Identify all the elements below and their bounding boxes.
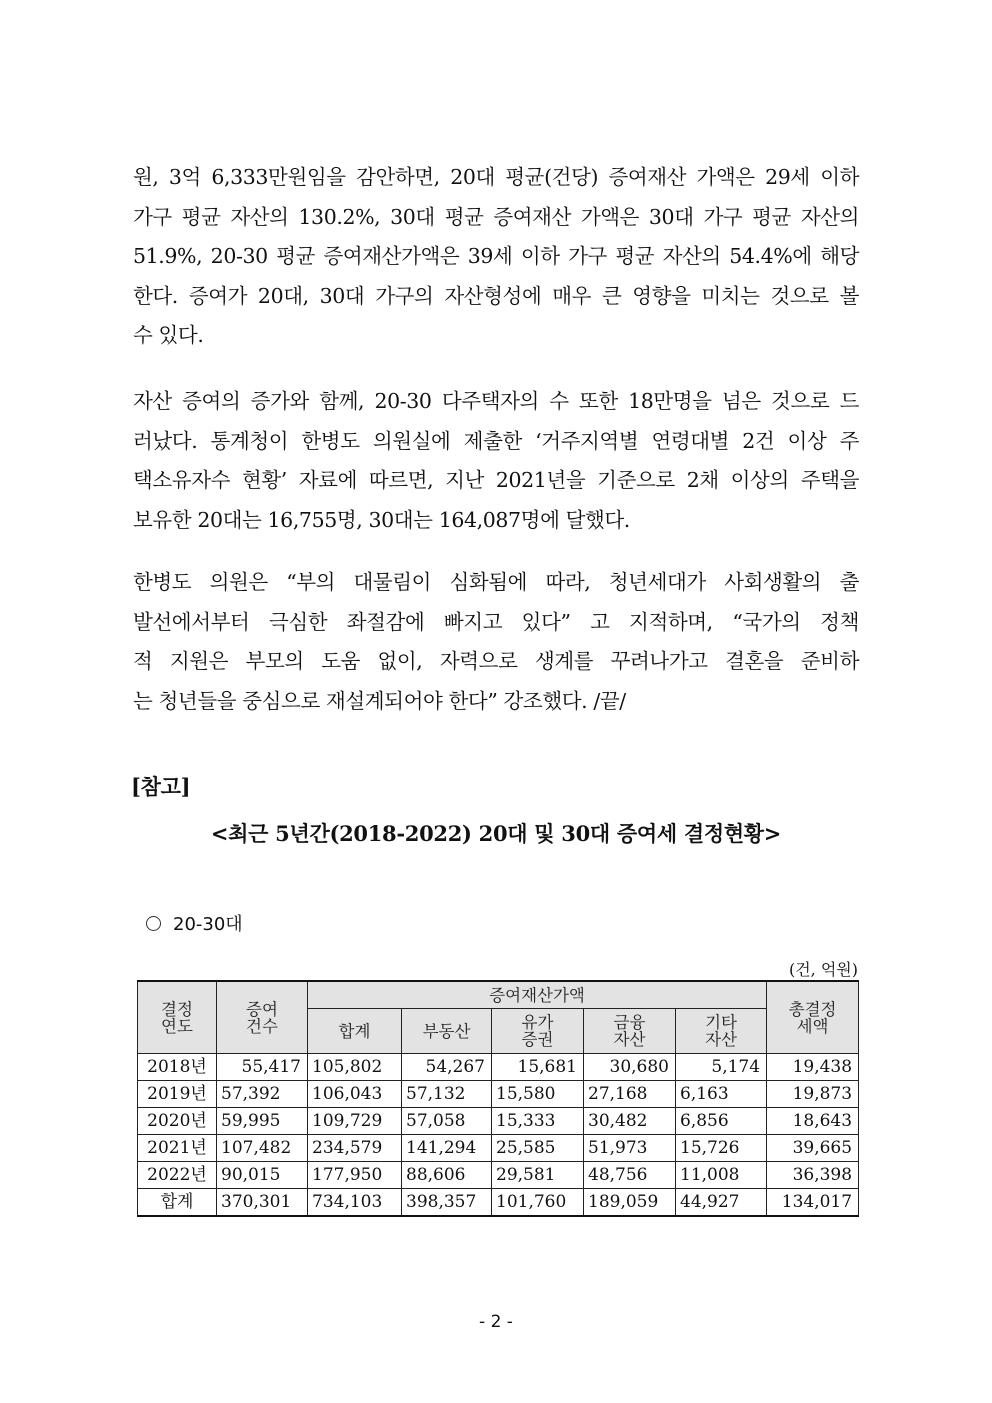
page-number: - 2 - (479, 1312, 513, 1332)
table-row (138, 1189, 859, 1217)
table-cell: 29,581 (492, 1162, 584, 1189)
paragraph-1 (133, 158, 859, 356)
table-cell: 48,756 (584, 1162, 676, 1189)
paragraph-line: 러났다. 통계청이 한병도 의원실에 제출한 ‘거주지역별 연령대별 2건 이상 주 (133, 428, 859, 453)
header-year: 결정 연도 (138, 981, 217, 1054)
table-cell: 15,726 (676, 1135, 767, 1162)
table-cell: 19,873 (767, 1081, 859, 1108)
paragraph-line: 택소유자수 현황’ 자료에 따르면, 지난 2021년을 기준으로 2채 이상의 주택을 (133, 468, 859, 492)
table-cell: 734,103 (308, 1189, 402, 1217)
table-cell: 177,950 (308, 1162, 402, 1189)
table-cell: 19,438 (767, 1054, 859, 1081)
table-cell: 57,058 (402, 1108, 492, 1135)
paragraph-line: 수 있다. (133, 323, 204, 347)
table-cell: 189,059 (584, 1189, 676, 1217)
table-cell: 15,333 (492, 1108, 584, 1135)
paragraph-line: 보유한 20대는 16,755명, 30대는 164,087명에 달했다. (133, 507, 630, 532)
row-year-cell: 2019년 (138, 1081, 217, 1108)
table-cell: 6,856 (676, 1108, 767, 1135)
paragraph-line: 는 청년들을 중심으로 재설계되어야 한다” 강조했다. /끝/ (133, 688, 626, 713)
table-body (138, 1054, 859, 1217)
table-cell: 18,643 (767, 1108, 859, 1135)
row-year-cell: 합계 (138, 1189, 217, 1217)
table-cell: 234,579 (308, 1135, 402, 1162)
table-cell: 57,392 (217, 1081, 308, 1108)
paragraph-line: 적 지원은 부모의 도움 없이, 자력으로 생계를 꾸려나가고 결혼을 준비하 (133, 649, 859, 673)
table-row (138, 1162, 859, 1189)
table-row (138, 1081, 859, 1108)
header-financial: 금융 자산 (584, 1009, 676, 1054)
table-cell: 59,995 (217, 1108, 308, 1135)
table-cell: 106,043 (308, 1081, 402, 1108)
table-cell: 36,398 (767, 1162, 859, 1189)
row-year-cell: 2020년 (138, 1108, 217, 1135)
header-securities: 유가 증권 (492, 1009, 584, 1054)
row-year-cell: 2022년 (138, 1162, 217, 1189)
paragraph-line: 한병도 의원은 “부의 대물림이 심화됨에 따라, 청년세대가 사회생활의 출 (133, 570, 859, 594)
table-cell: 141,294 (402, 1135, 492, 1162)
table-cell: 55,417 (217, 1054, 308, 1081)
header-other: 기타 자산 (676, 1009, 767, 1054)
table-cell: 57,132 (402, 1081, 492, 1108)
table-cell: 101,760 (492, 1189, 584, 1217)
paragraph-line: 51.9%, 20-30 평균 증여재산가액은 39세 이하 가구 평균 자산의 54.4%에 해당 (133, 244, 859, 268)
table-cell: 90,015 (217, 1162, 308, 1189)
table-cell: 54,267 (402, 1054, 492, 1081)
table-row (138, 1108, 859, 1135)
table-cell: 44,927 (676, 1189, 767, 1217)
paragraph-3 (133, 563, 859, 721)
table-cell: 5,174 (676, 1054, 767, 1081)
header-gift-value: 증여재산가액 (308, 981, 767, 1009)
header-realestate: 부동산 (402, 1009, 492, 1054)
header-total-tax: 총결정 세액 (767, 981, 859, 1054)
row-year-cell: 2021년 (138, 1135, 217, 1162)
table-cell: 30,482 (584, 1108, 676, 1135)
table-cell: 27,168 (584, 1081, 676, 1108)
paragraph-2 (133, 382, 859, 540)
circle-bullet-icon (146, 916, 161, 931)
reference-label: [참고] (131, 774, 191, 799)
table-cell: 51,973 (584, 1135, 676, 1162)
table-cell: 39,665 (767, 1135, 859, 1162)
table-cell: 109,729 (308, 1108, 402, 1135)
header-sum: 합계 (308, 1009, 402, 1054)
table-cell: 30,680 (584, 1054, 676, 1081)
table-cell: 15,580 (492, 1081, 584, 1108)
section-label (146, 910, 243, 936)
paragraph-line: 자산 증여의 증가와 함께, 20-30 다주택자의 수 또한 18만명을 넘은 것으로 드 (133, 389, 859, 413)
table-cell: 105,802 (308, 1054, 402, 1081)
table-cell: 134,017 (767, 1189, 859, 1217)
table-cell: 398,357 (402, 1189, 492, 1217)
table-cell: 6,163 (676, 1081, 767, 1108)
gift-tax-table (137, 980, 859, 1217)
paragraph-line: 한다. 증여가 20대, 30대 가구의 자산형성에 매우 큰 영향을 미치는 것으로 볼 (133, 283, 859, 308)
paragraph-line: 발선에서부터 극심한 좌절감에 빠지고 있다” 고 지적하며, “국가의 정책 (133, 609, 859, 634)
table-cell: 107,482 (217, 1135, 308, 1162)
table-cell: 15,681 (492, 1054, 584, 1081)
table-cell: 25,585 (492, 1135, 584, 1162)
table-row (138, 1135, 859, 1162)
table-title: <최근 5년간(2018-2022) 20대 및 30대 증여세 결정현황> (210, 821, 782, 846)
section-label-text: 20-30대 (173, 914, 243, 935)
table-cell: 370,301 (217, 1189, 308, 1217)
table-cell: 11,008 (676, 1162, 767, 1189)
unit-label: (건, 억원) (788, 960, 858, 979)
table-row (138, 1054, 859, 1081)
row-year-cell: 2018년 (138, 1054, 217, 1081)
paragraph-line: 원, 3억 6,333만원임을 감안하면, 20대 평균(건당) 증여재산 가액은 29세 이하 (133, 165, 859, 189)
header-count: 증여 건수 (217, 981, 308, 1054)
paragraph-line: 가구 평균 자산의 130.2%, 30대 평균 증여재산 가액은 30대 가구 평균 자산의 (133, 204, 859, 229)
table-cell: 88,606 (402, 1162, 492, 1189)
